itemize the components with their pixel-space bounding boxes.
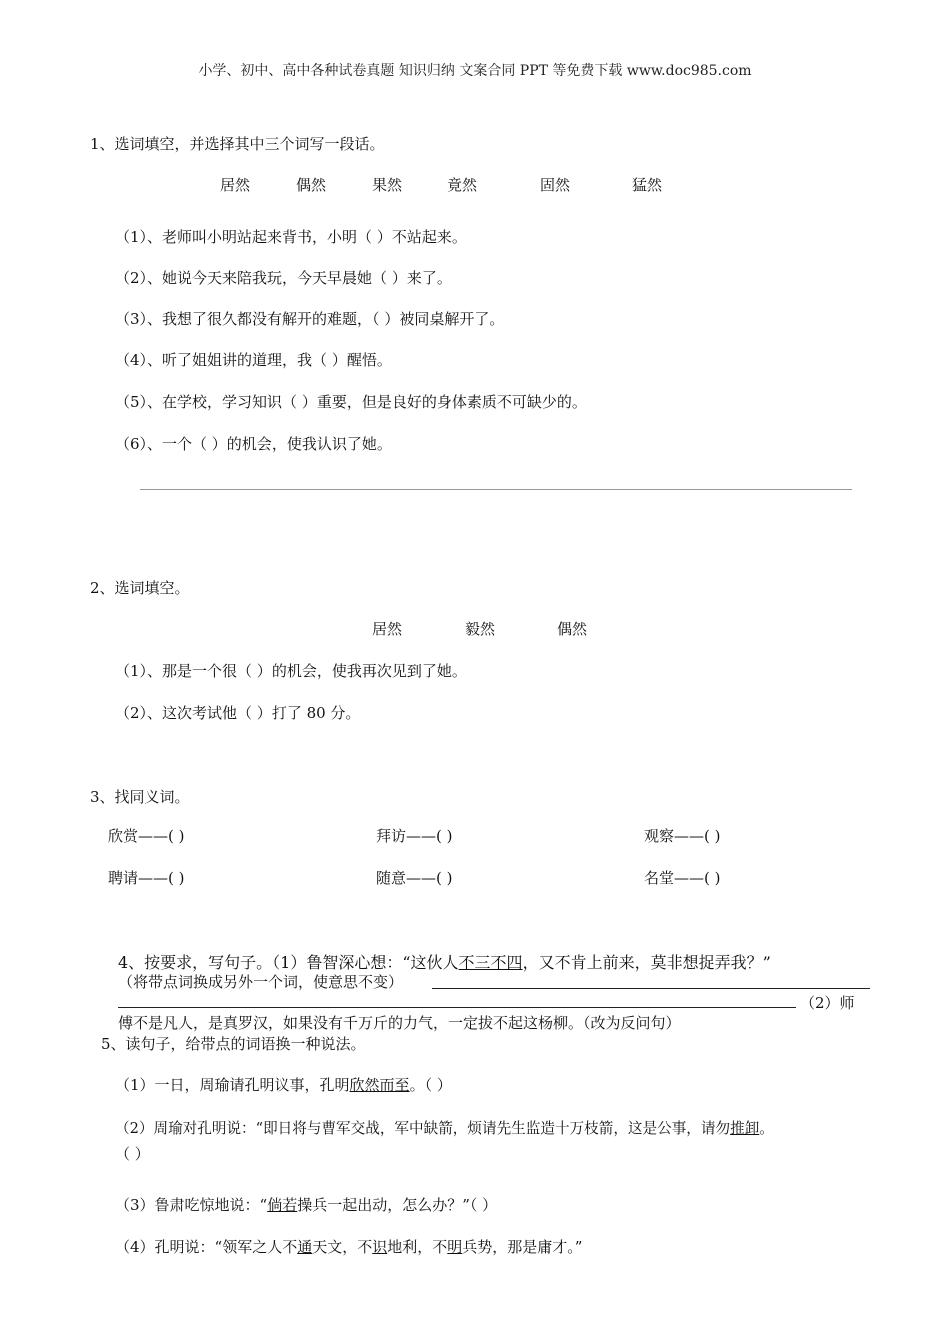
- q4-line1: [118, 950, 771, 973]
- q1-word: 固然: [540, 176, 571, 194]
- q5-text: （1）一日，周瑜请孔明议事，孔明: [115, 1076, 350, 1094]
- q5-text: 。（ ）: [409, 1076, 452, 1094]
- q2-word: 偶然: [557, 620, 588, 638]
- page-header: 小学、初中、高中各种试卷真题 知识归纳 文案合同 PPT 等免费下载 www.doc985.com: [198, 63, 752, 79]
- q5-item-3: [115, 1194, 497, 1215]
- q5-item-4: [115, 1236, 582, 1257]
- q3-title: 3、找同义词。: [90, 788, 190, 806]
- q5-text: 操兵一起出动，怎么办？”（ ）: [297, 1196, 498, 1214]
- q5-text: （4）孔明说：“领军之人不: [115, 1238, 298, 1256]
- q1-item: （1）、老师叫小明站起来背书，小明（ ）不站起来。: [115, 228, 467, 246]
- q5-underlined-term: 推卸: [730, 1120, 760, 1137]
- q1-word: 偶然: [296, 176, 327, 194]
- q5-underlined-term: 倘若: [267, 1196, 298, 1214]
- q3-pair: 拜访——( ): [376, 827, 453, 845]
- q5-text: 。: [759, 1120, 774, 1137]
- q4-answer-line: [118, 1007, 796, 1008]
- q5-text: （2）周瑜对孔明说：“即日将与曹军交战，军中缺箭，烦请先生监造十万枝箭，这是公事，请勿: [115, 1120, 731, 1137]
- q4-line4: 傅不是凡人，是真罗汉，如果没有千万斤的力气，一定拔不起这杨柳。（改为反问句）: [118, 1014, 681, 1032]
- q4-text: ，又不肯上前来，莫非想捉弄我？”: [522, 953, 771, 972]
- q1-word: 猛然: [632, 176, 663, 194]
- q4-line3-tail: （2）师: [800, 994, 855, 1012]
- q5-underlined-term: 明: [447, 1238, 463, 1256]
- q2-word: 居然: [372, 620, 403, 638]
- q3-pair: 名堂——( ): [644, 869, 721, 887]
- q5-text: 兵势，那是庸才。”: [462, 1238, 583, 1256]
- q5-text: 地利，不: [387, 1238, 448, 1256]
- q1-item: （3）、我想了很久都没有解开的难题，（ ）被同桌解开了。: [115, 310, 505, 328]
- q3-pair: 欣赏——( ): [108, 827, 185, 845]
- q4-line2: （将带点词换成另外一个词，使意思不变）: [118, 973, 404, 991]
- q3-pair: 观察——( ): [644, 827, 721, 845]
- q2-title: 2、选词填空。: [90, 579, 190, 597]
- answer-rule: [140, 489, 852, 490]
- q1-item: （5）、在学校，学习知识（ ）重要，但是良好的身体素质不可缺少的。: [115, 393, 587, 411]
- q1-item: （6）、一个（ ）的机会，使我认识了她。: [115, 435, 392, 453]
- q3-pair: 聘请——( ): [108, 869, 185, 887]
- q2-word: 毅然: [465, 620, 496, 638]
- q4-answer-line: [432, 988, 870, 989]
- q5-item-2: [115, 1117, 774, 1138]
- q4-text: 4、按要求，写句子。（1）鲁智深心想：“这伙人: [118, 953, 459, 972]
- q1-word: 竟然: [447, 176, 478, 194]
- q5-text: 天文，不: [312, 1238, 373, 1256]
- q5-underlined-term: 欣然而至: [349, 1076, 410, 1094]
- q1-title: 1、选词填空，并选择其中三个词写一段话。: [90, 135, 385, 153]
- q5-underlined-term: 识: [372, 1238, 388, 1256]
- q1-item: （4）、听了姐姐讲的道理，我（ ）醒悟。: [115, 351, 392, 369]
- q1-item: （2）、她说今天来陪我玩，今天早晨她（ ）来了。: [115, 269, 452, 287]
- q3-pair: 随意——( ): [376, 869, 453, 887]
- q5-item-2-blank: （ ）: [115, 1145, 150, 1163]
- q4-underlined-term: 不三不四: [458, 953, 523, 972]
- q5-underlined-term: 通: [297, 1238, 313, 1256]
- q2-item: （2）、这次考试他（ ）打了 80 分。: [115, 704, 361, 722]
- q1-word: 居然: [220, 176, 251, 194]
- q5-text: （3）鲁肃吃惊地说：“: [115, 1196, 268, 1214]
- q5-title: 5、读句子，给带点的词语换一种说法。: [101, 1035, 366, 1053]
- q1-word: 果然: [372, 176, 403, 194]
- q2-item: （1）、那是一个很（ ）的机会，使我再次见到了她。: [115, 662, 467, 680]
- q5-item-1: [115, 1074, 452, 1095]
